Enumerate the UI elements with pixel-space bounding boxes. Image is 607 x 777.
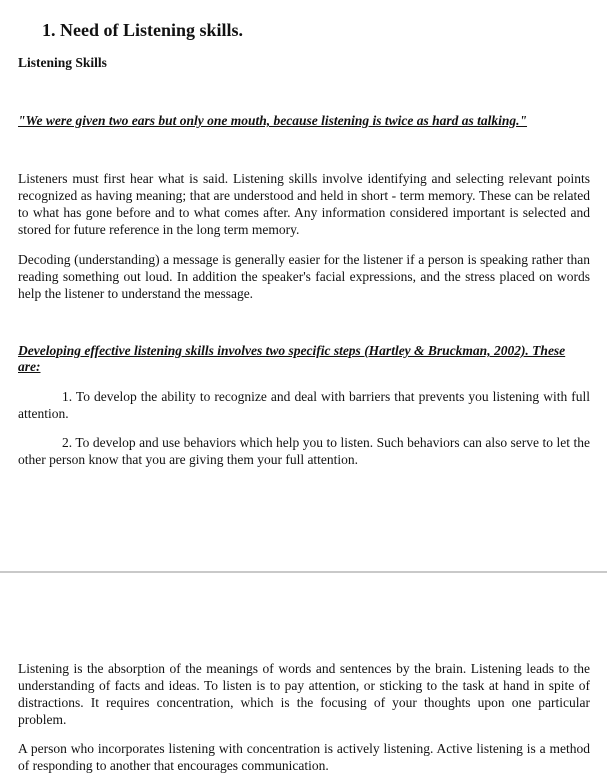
subheading: Listening Skills (18, 55, 107, 70)
page-break-divider (0, 571, 607, 573)
step-one: 1. To develop the ability to recognize and deal with barriers that prevents you listening with full attention. (18, 389, 590, 421)
step-two: 2. To develop and use behaviors which help you to listen. Such behaviors can also serve to let the other person know that you are giving them your full attention. (18, 435, 590, 467)
paragraph-listeners: Listeners must first hear what is said. Listening skills involve identifying and selecting relevant points recognized as having meaning; that are understood and held in short - term memory. These can be related to what has gone before and to what comes after. Any information considered important is selected and stored for future reference in the long term memory. (18, 171, 590, 237)
quote: "We were given two ears but only one mouth, because listening is twice as hard as talking." (18, 113, 528, 128)
paragraph-active-listening: A person who incorporates listening with concentration is actively listening. Active listening is a method of responding to another that encourages communication. (18, 741, 590, 773)
paragraph-decoding: Decoding (understanding) a message is generally easier for the listener if a person is speaking rather than reading something out loud. In addition the speaker's facial expressions, and the stress placed on words help the listener to understand the message. (18, 252, 590, 301)
steps-heading: Developing effective listening skills involves two specific steps (Hartley & Bruckman, 2002). These are: (18, 343, 566, 374)
paragraph-absorption: Listening is the absorption of the meanings of words and sentences by the brain. Listening leads to the understanding of facts and ideas. To listen is to pay attention, or sticking to the task at hand in spite of distractions. It requires concentration, which is the focusing of your thoughts upon one particular problem. (18, 661, 590, 727)
section-heading: 1. Need of Listening skills. (42, 20, 244, 40)
